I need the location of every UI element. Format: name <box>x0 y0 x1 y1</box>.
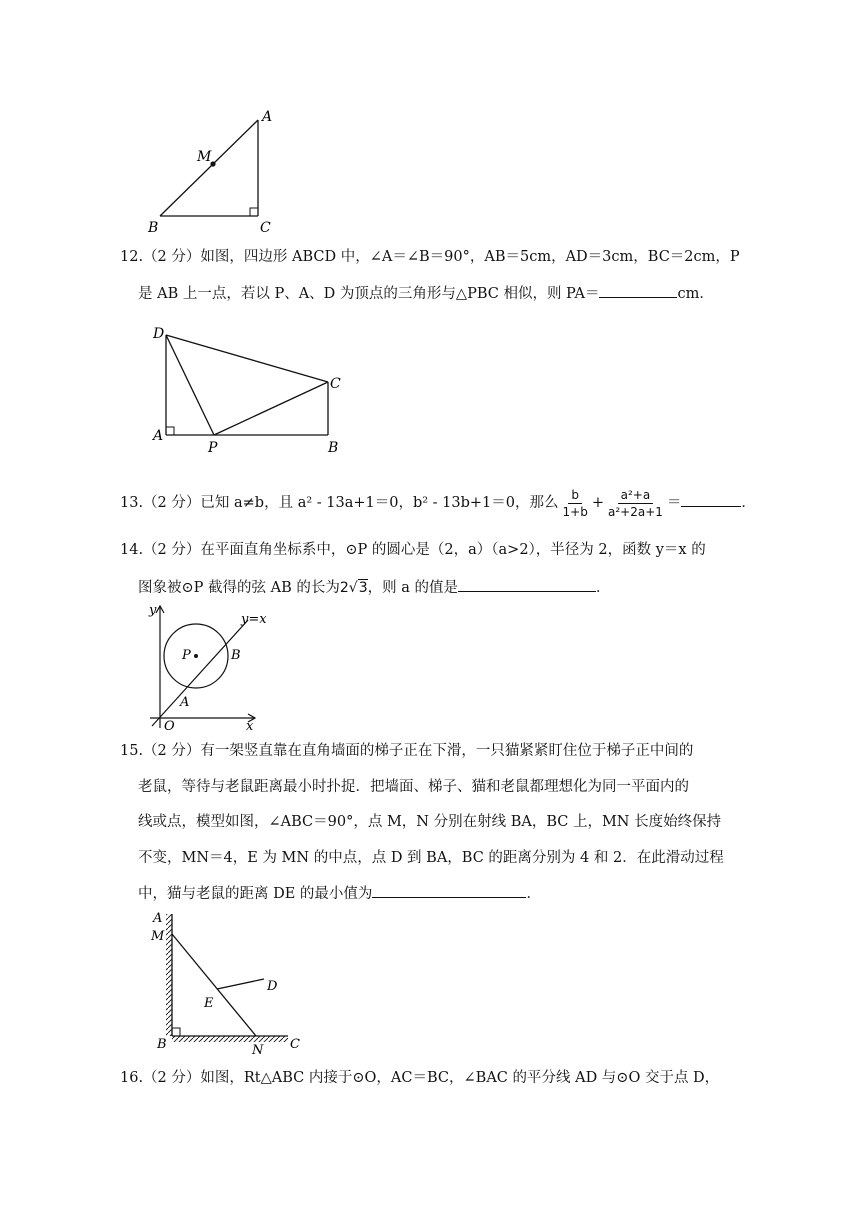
label-p: P <box>208 440 218 456</box>
answer-blank-q14 <box>458 577 596 592</box>
origin-label: O <box>164 719 175 733</box>
q12-text-b: cm． <box>677 286 714 302</box>
fraction-1 <box>560 487 591 520</box>
q15-line3: 线或点，模型如图，∠ABC＝90°，点 M，N 分别在射线 BA，BC 上，MN 长度始终保持 <box>138 814 722 830</box>
label-c: C <box>290 1037 300 1052</box>
triangle-figure-q11 <box>140 100 300 240</box>
fraction-1-numerator: b <box>568 487 582 504</box>
line-label: y=x <box>241 612 267 627</box>
axis-label-y: y <box>149 603 157 618</box>
label-b: B <box>157 1037 167 1052</box>
ladder-figure-q15 <box>148 908 318 1058</box>
label-d: D <box>153 326 165 342</box>
q16-line1: 16.（2 分）如图，Rt△ABC 内接于⊙O，AC＝BC，∠BAC 的平分线 AD 与⊙O 交于点 D， <box>120 1070 720 1086</box>
label-m: M <box>197 149 212 165</box>
q12-line1: 12.（2 分）如图，四边形 ABCD 中，∠A＝∠B＝90°，AB＝5cm，AD＝3cm，BC＝2cm，P <box>120 249 740 265</box>
answer-blank-q12 <box>599 283 677 298</box>
label-a: A <box>153 911 163 926</box>
q13-text: 13.（2 分）已知 a≠b，且 a² - 13a+1＝0，b² - 13b+1＝0，那么 <box>120 495 559 511</box>
q14-text-b: ，则 a 的值是 <box>367 580 458 596</box>
q14-line1: 14.（2 分）在平面直角坐标系中，⊙P 的圆心是（2，a）（a>2），半径为 2，函数 y＝x 的 <box>120 542 706 558</box>
fraction-1-denominator: 1+b <box>562 504 588 519</box>
q15-line1: 15.（2 分）有一架竖直靠在直角墙面的梯子正在下滑，一只猫紧紧盯住位于梯子正中间的 <box>120 743 694 759</box>
label-b: B <box>328 440 339 456</box>
label-a: A <box>153 428 164 444</box>
q15-end: ． <box>526 886 541 902</box>
answer-blank-q13 <box>681 492 741 507</box>
q15-line4: 不变，MN＝4，E 为 MN 的中点，点 D 到 BA，BC 的距离分别为 4 和 2．在此滑动过程 <box>138 850 724 866</box>
plus-sign: + <box>591 495 604 511</box>
label-e: E <box>204 996 214 1011</box>
q13-end: ． <box>741 495 756 511</box>
label-c: C <box>260 220 271 236</box>
sqrt-expression: 2√3 <box>339 580 368 596</box>
q14-text-a: 图象被⊙P 截得的弦 AB 的长为 <box>138 580 340 596</box>
fraction-2 <box>605 487 666 520</box>
sqrt-coefficient: 2 <box>339 580 349 596</box>
q15-line2: 老鼠，等待与老鼠距离最小时扑捉．把墙面、梯子、猫和老鼠都理想化为同一平面内的 <box>138 779 689 795</box>
sqrt-radicand: 3 <box>358 580 368 596</box>
label-d: D <box>267 979 278 994</box>
label-n: N <box>252 1043 264 1058</box>
label-p: P <box>182 648 191 663</box>
q12-line2 <box>138 283 714 304</box>
label-b: B <box>231 648 241 663</box>
fraction-2-denominator: a²+2a+1 <box>607 504 663 519</box>
label-c: C <box>330 376 341 392</box>
q14-line2 <box>138 577 611 598</box>
answer-blank-q15 <box>372 883 526 898</box>
coordinate-figure-q14 <box>140 598 280 733</box>
label-m: M <box>151 929 165 944</box>
quadrilateral-figure-q12 <box>148 320 358 460</box>
q15-line5 <box>138 883 541 904</box>
label-b: B <box>148 220 159 236</box>
q15-text-a: 中，猫与老鼠的距离 DE 的最小值为 <box>138 886 373 902</box>
q13-line <box>120 483 756 523</box>
label-a: A <box>180 695 190 710</box>
fraction-2-numerator: a²+a <box>618 487 654 504</box>
q12-text-a: 是 AB 上一点，若以 P、A、D 为顶点的三角形与△PBC 相似，则 PA＝ <box>138 286 600 302</box>
equals-sign: ＝ <box>666 495 682 511</box>
label-a: A <box>262 109 273 125</box>
axis-label-x: x <box>246 719 254 733</box>
q14-end: ． <box>596 580 611 596</box>
